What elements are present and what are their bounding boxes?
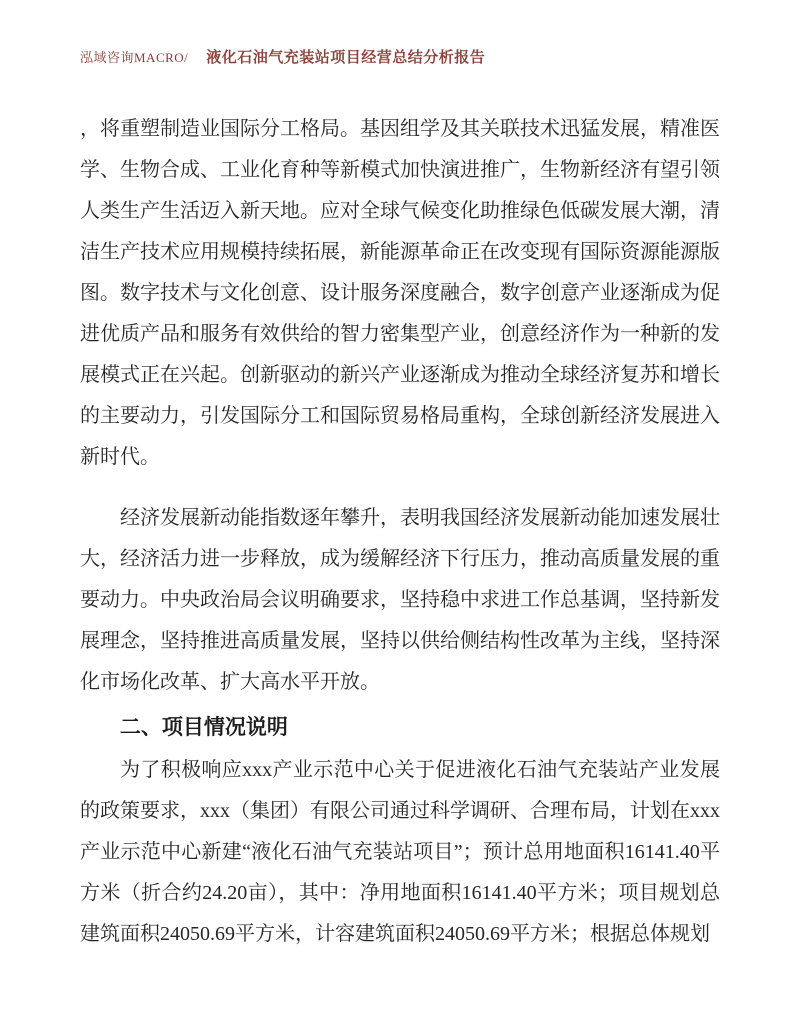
document-body bbox=[80, 109, 720, 975]
paragraph-project-description: 为了积极响应xxx产业示范中心关于促进液化石油气充装站产业发展的政策要求，xxx（集团）有限公司通过科学调研、合理布局，计划在xxx产业示范中心新建“液化石油气充装站项目”；预计总用地面积16141.40平方米（折合约24.20亩），其中：净用地面积16141.40平方米；项目规划总建筑面积24050.69平方米，计容建筑面积24050.69平方米；根据总体规划 bbox=[80, 759, 720, 945]
header-brand: 泓域咨询MACRO/ bbox=[80, 50, 189, 65]
page-header bbox=[80, 46, 720, 67]
paragraph-global-trends: ，将重塑制造业国际分工格局。基因组学及其关联技术迅猛发展，精准医学、生物合成、工业化育种等新模式加快演进推广，生物新经济有望引领人类生产生活迈入新天地。应对全球气候变化助推绿色低碳发展大潮，清洁生产技术应用规模持续拓展，新能源革命正在改变现有国际资源能源版图。数字技术与文化创意、设计服务深度融合，数字创意产业逐渐成为促进优质产品和服务有效供给的智力密集型产业，创意经济作为一种新的发展模式正在兴起。创新驱动的新兴产业逐渐成为推动全球经济复苏和增长的主要动力，引发国际分工和国际贸易格局重构，全球创新经济发展进入新时代。 bbox=[80, 118, 720, 468]
section-heading-project-info: 二、项目情况说明 bbox=[119, 716, 288, 739]
paragraph-economy-momentum: 经济发展新动能指数逐年攀升，表明我国经济发展新动能加速发展壮大，经济活力进一步释放，成为缓解经济下行压力，推动高质量发展的重要动力。中央政治局会议明确要求，坚持稳中求进工作总基调，坚持新发展理念，坚持推进高质量发展，坚持以供给侧结构性改革为主线，坚持深化市场化改革、扩大高水平开放。 bbox=[80, 507, 720, 693]
header-doc-title: 液化石油气充装站项目经营总结分析报告 bbox=[206, 50, 486, 66]
